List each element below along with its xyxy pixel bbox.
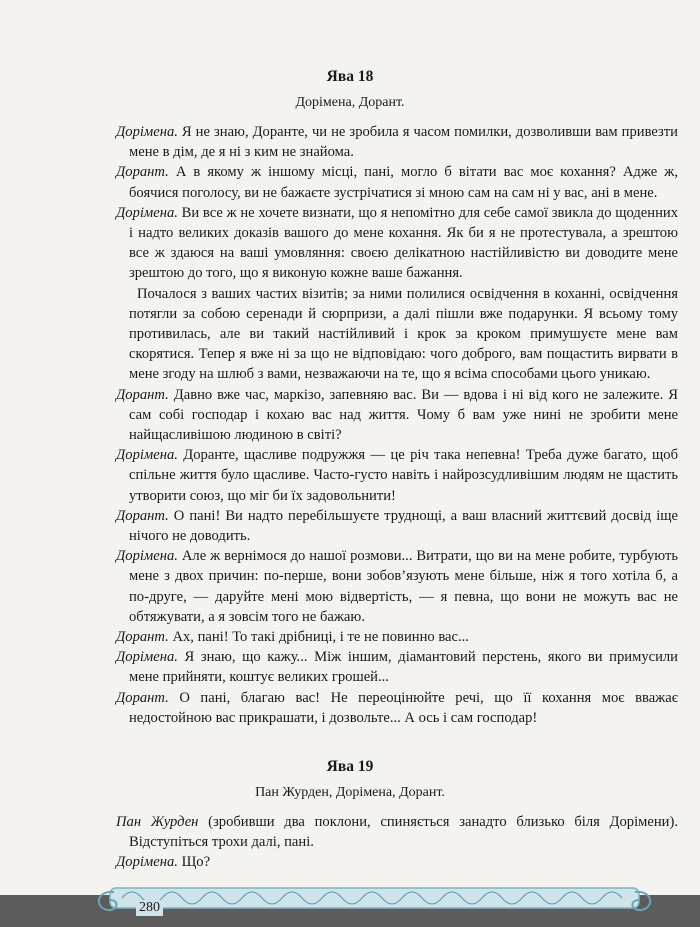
dialogue-line <box>116 122 678 162</box>
line-text: О пані! Ви надто перебільшуєте труднощі, а ваш власний життєвий досвід іще нічого не доводить. <box>129 507 678 545</box>
speaker-name: Дорант. <box>116 507 169 524</box>
scene-18-title: Ява 18 <box>326 68 374 85</box>
line-text: А в якому ж іншому місці, пані, могло б вітати вас моє кохання? Адже ж, боячися поголосу, ви не бажаєте зустрічатися зі мною сам на сам ні у вас, ані в мене. <box>129 164 678 201</box>
line-text: (зробивши два поклони, спиняється занадто близько біля Дорімени). Відступіться трохи далі, пані. <box>129 814 678 851</box>
dialogue-line <box>116 203 678 284</box>
dialogue-continuation <box>116 284 678 385</box>
speaker-name: Пан Журден <box>116 814 199 830</box>
line-text: Я знаю, що кажу... Між іншим, діамантовий перстень, якого ви примусили мене прийняти, коштує великих грошей... <box>129 649 678 686</box>
line-text: Давно вже час, маркізо, запевняю вас. Ви — вдова і ні від кого не залежите. Я сам собі господар і кохаю вас над життя. Чому б вам уже нині не зробити мене найщасливішою людиною в світі? <box>129 386 678 444</box>
speaker-name: Дорімена. <box>116 204 178 221</box>
scene-18-dialogue <box>116 122 678 728</box>
dialogue-line <box>116 647 678 687</box>
speaker-name: Дорант. <box>116 629 169 646</box>
dialogue-line <box>116 445 678 506</box>
speaker-name: Дорімена. <box>116 447 178 464</box>
dialogue-line <box>116 627 678 647</box>
speaker-name: Дорант. <box>116 689 169 706</box>
dialogue-line <box>116 162 678 202</box>
dialogue-line <box>116 546 678 627</box>
line-text: Я не знаю, Доранте, чи не зробила я часом помилки, дозволивши вам привезти мене в дім, де я ні з ким не знайома. <box>129 124 678 161</box>
line-text: О пані, благаю вас! Не переоцінюйте речі, що її кохання моє вважає недостойною вас прикрашати, і дозвольте... А ось і сам господар! <box>129 689 678 726</box>
speaker-name: Дорант. <box>116 386 169 403</box>
line-text: Але ж вернімося до нашої розмови... Витрати, що ви на мене робите, турбують мене з двох причин: по-перше, вони зобов’язують мене більше, ніж я того хотіла б, а по-друге, — даруйте мені мою відвертість, — я певна, що вони не можуть вас не обтяжувати, а я зовсім того не бажаю. <box>129 548 678 625</box>
decorative-ornament-icon <box>92 862 657 918</box>
page-number: 280 <box>136 900 163 916</box>
speaker-name: Дорімена. <box>116 854 178 871</box>
speaker-name: Дорант. <box>116 164 169 181</box>
line-text: Почалося з ваших частих візитів; за ними полилися освідчення в коханні, освідчення потягли за собою серенади й сюрпризи, а далі пішли вже подарунки. Я всьому тому противилась, але ви такий настійливий і крок за кроком примушуєте мене вам скорятися. Тепер я вже ні за що не відповідаю: чого доброго, вам пощастить вирвати в мене згоду на шлюб з вами, незважаючи на те, що я всіма способами цього уникаю. <box>129 285 678 383</box>
scene-18-cast: Дорімена, Дорант. <box>295 95 405 110</box>
speaker-name: Дорімена. <box>116 649 178 666</box>
dialogue-line <box>116 812 678 852</box>
scene-19-cast: Пан Журден, Дорімена, Дорант. <box>255 785 445 800</box>
line-text: Що? <box>177 854 211 871</box>
line-text: Ах, пані! То такі дрібниці, і те не повинно вас... <box>168 629 469 646</box>
dialogue-line <box>116 688 678 728</box>
dialogue-line <box>116 385 678 446</box>
line-text: Ви все ж не хочете визнати, що я непомітно для себе самої звикла до щоденних і надто великих доказів вашого до мене кохання. Як би я не протестувала, а зрештою все ж здаюся на ваші умовляння: своєю делікатною настійливістю ви доводите мене зрештою до того, що я виконую кожне ваше бажання. <box>129 204 678 282</box>
scene-19-title: Ява 19 <box>326 758 374 775</box>
speaker-name: Дорімена. <box>116 124 178 140</box>
speaker-name: Дорімена. <box>116 548 178 565</box>
dialogue-line <box>116 506 678 546</box>
line-text: Доранте, щасливе подружжя — це річ така непевна! Треба дуже багато, щоб спільне життя було щасливе. Часто-густо навіть і найрозсудливішим людям не щастить утворити союз, що міг би їх задовольнити! <box>129 447 678 504</box>
